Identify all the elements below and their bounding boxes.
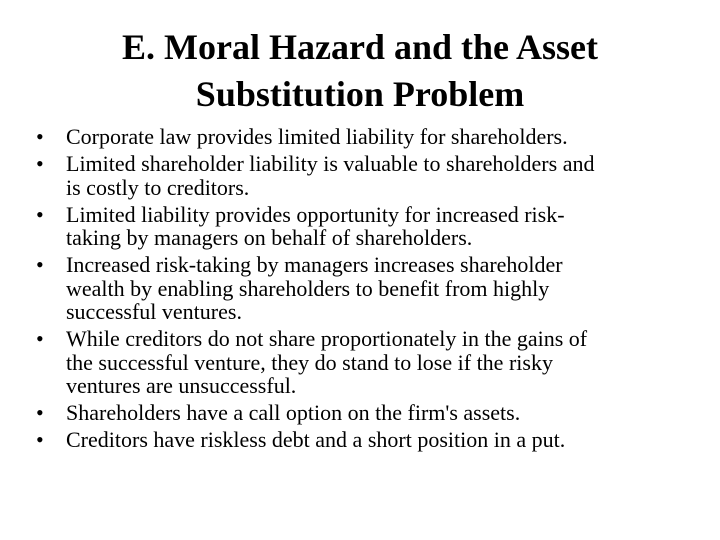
bullet-line: successful ventures. bbox=[66, 299, 242, 324]
bullet-line: While creditors do not share proportionately in the gains of bbox=[66, 326, 588, 351]
bullet-marker: • bbox=[36, 400, 44, 425]
bullet-marker: • bbox=[36, 151, 44, 176]
bullet-marker: • bbox=[36, 427, 44, 452]
bullet-item-limited-liability-law bbox=[36, 125, 708, 149]
bullet-line: Increased risk-taking by managers increases shareholder bbox=[66, 252, 563, 277]
title-line: Substitution Problem bbox=[195, 74, 525, 114]
bullet-item-creditor-losses bbox=[36, 327, 708, 398]
bullet-line: wealth by enabling shareholders to benefit from highly bbox=[66, 275, 550, 301]
bullet-item-liability-value bbox=[36, 152, 708, 199]
bullet-line: ventures are unsuccessful. bbox=[66, 373, 297, 398]
bullet-item-shareholder-wealth bbox=[36, 253, 708, 324]
bullet-item-risk-taking-opportunity bbox=[36, 203, 708, 250]
bullet-item-short-put bbox=[36, 428, 708, 452]
bullet-line: Shareholders have a call option on the firm's assets. bbox=[66, 400, 521, 425]
bullet-line: Corporate law provides limited liability for shareholders. bbox=[66, 124, 568, 149]
bullet-line: taking by managers on behalf of shareholders. bbox=[66, 225, 473, 250]
bullet-line: Limited shareholder liability is valuable to shareholders and bbox=[66, 151, 595, 176]
bullet-marker: • bbox=[36, 326, 44, 351]
bullet-marker: • bbox=[36, 252, 44, 277]
bullet-marker: • bbox=[36, 124, 44, 149]
bullet-list bbox=[36, 125, 708, 455]
bullet-line: is costly to creditors. bbox=[66, 174, 250, 200]
bullet-marker: • bbox=[36, 201, 44, 227]
bullet-line: Limited liability provides opportunity for increased risk- bbox=[66, 201, 565, 227]
title-line: E. Moral Hazard and the Asset bbox=[122, 27, 598, 67]
bullet-line: Creditors have riskless debt and a short position in a put. bbox=[66, 427, 566, 452]
bullet-line: the successful venture, they do stand to lose if the risky bbox=[66, 349, 553, 375]
slide-title bbox=[40, 24, 680, 118]
bullet-item-call-option bbox=[36, 401, 708, 425]
